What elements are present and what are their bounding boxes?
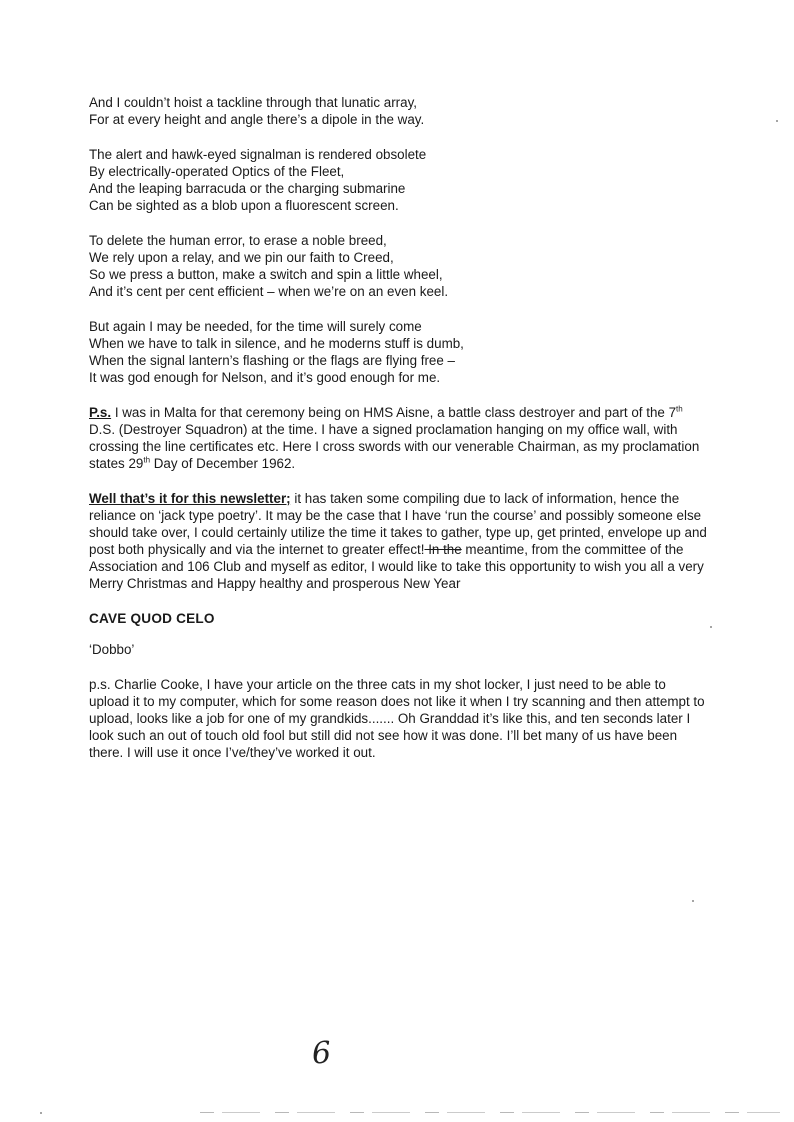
poem-line: We rely upon a relay, and we pin our faith to Creed, [89, 250, 394, 265]
poem-line: When the signal lantern’s flashing or the flags are flying free – [89, 353, 455, 368]
poem-line: And I couldn’t hoist a tackline through that lunatic array, [89, 95, 418, 110]
scan-speck [40, 1112, 42, 1114]
closing-text: meantime, from the committee of the Association and 106 Club and myself as editor, I would like to take this opportunity to wish you all a very Merry Christmas and Happy healthy and prosperous New Year [89, 542, 704, 591]
scan-edge-artifact [200, 1112, 780, 1113]
poem-stanza-2 [89, 146, 709, 214]
page-number: 6 [310, 1035, 333, 1072]
poem-line: For at every height and angle there’s a dipole in the way. [89, 112, 425, 127]
poem-line: When we have to talk in silence, and he moderns stuff is dumb, [89, 336, 464, 351]
poem-line: Can be sighted as a blob upon a fluorescent screen. [89, 198, 399, 213]
ordinal-suffix: th [676, 404, 683, 414]
motto-heading: CAVE QUOD CELO [89, 611, 215, 626]
poem-line: And the leaping barracuda or the charging submarine [89, 181, 406, 196]
poem-stanza-4 [89, 318, 709, 386]
poem-line: The alert and hawk-eyed signalman is rendered obsolete [89, 147, 427, 162]
closing-text: it has taken some compiling due to lack of information, hence the reliance on ‘jack type poetry’. It may be the case that I have ‘run the course’ and possibly someone else should take over, I could certainly utilize the time it takes to gather, type up, get printed, envelope up and post both physically and via the internet to greater effect! [89, 491, 707, 557]
poem-line: To delete the human error, to erase a noble breed, [89, 233, 387, 248]
scan-speck [692, 900, 694, 902]
poem-line: It was god enough for Nelson, and it’s good enough for me. [89, 370, 441, 385]
ps-text: I was in Malta for that ceremony being on HMS Aisne, a battle class destroyer and part of the 7 [111, 405, 677, 420]
poem-line: And it’s cent per cent efficient – when we’re on an even keel. [89, 284, 449, 299]
ordinal-suffix: th [143, 455, 151, 465]
signature: ‘Dobbo’ [89, 642, 135, 657]
page-content [89, 94, 709, 779]
struck-text: In the [424, 542, 462, 557]
scan-speck [776, 120, 778, 122]
closing-paragraph [89, 490, 709, 592]
closing-lead: Well that’s it for this newsletter; [89, 491, 291, 506]
poem-line: By electrically-operated Optics of the Fleet, [89, 164, 345, 179]
poem-stanza-1 [89, 94, 709, 128]
scan-speck [710, 626, 712, 628]
ps-text: Day of December 1962. [150, 456, 296, 471]
ps-lead: P.s. [89, 405, 112, 420]
postscript-paragraph: p.s. Charlie Cooke, I have your article on the three cats in my shot locker, I just need to be able to upload it to my computer, which for some reason does not like it when I try scanning and then attempt to upload, looks like a job for one of my grandkids....... Oh Granddad it’s like this, and ten seconds later I look such an out of touch old fool but still did not see how it was done. I’ll bet many of us have been there. I will use it once I’ve/they’ve worked it out. [89, 677, 705, 760]
poem-line: So we press a button, make a switch and spin a little wheel, [89, 267, 443, 282]
poem-stanza-3 [89, 232, 709, 300]
ps-text: D.S. (Destroyer Squadron) at the time. I have a signed proclamation hanging on my office wall, with crossing the line certificates etc. Here I cross swords with our venerable Chairman, as my proclamation states 29 [89, 422, 700, 471]
ps-paragraph [89, 404, 709, 472]
poem-line: But again I may be needed, for the time will surely come [89, 319, 422, 334]
